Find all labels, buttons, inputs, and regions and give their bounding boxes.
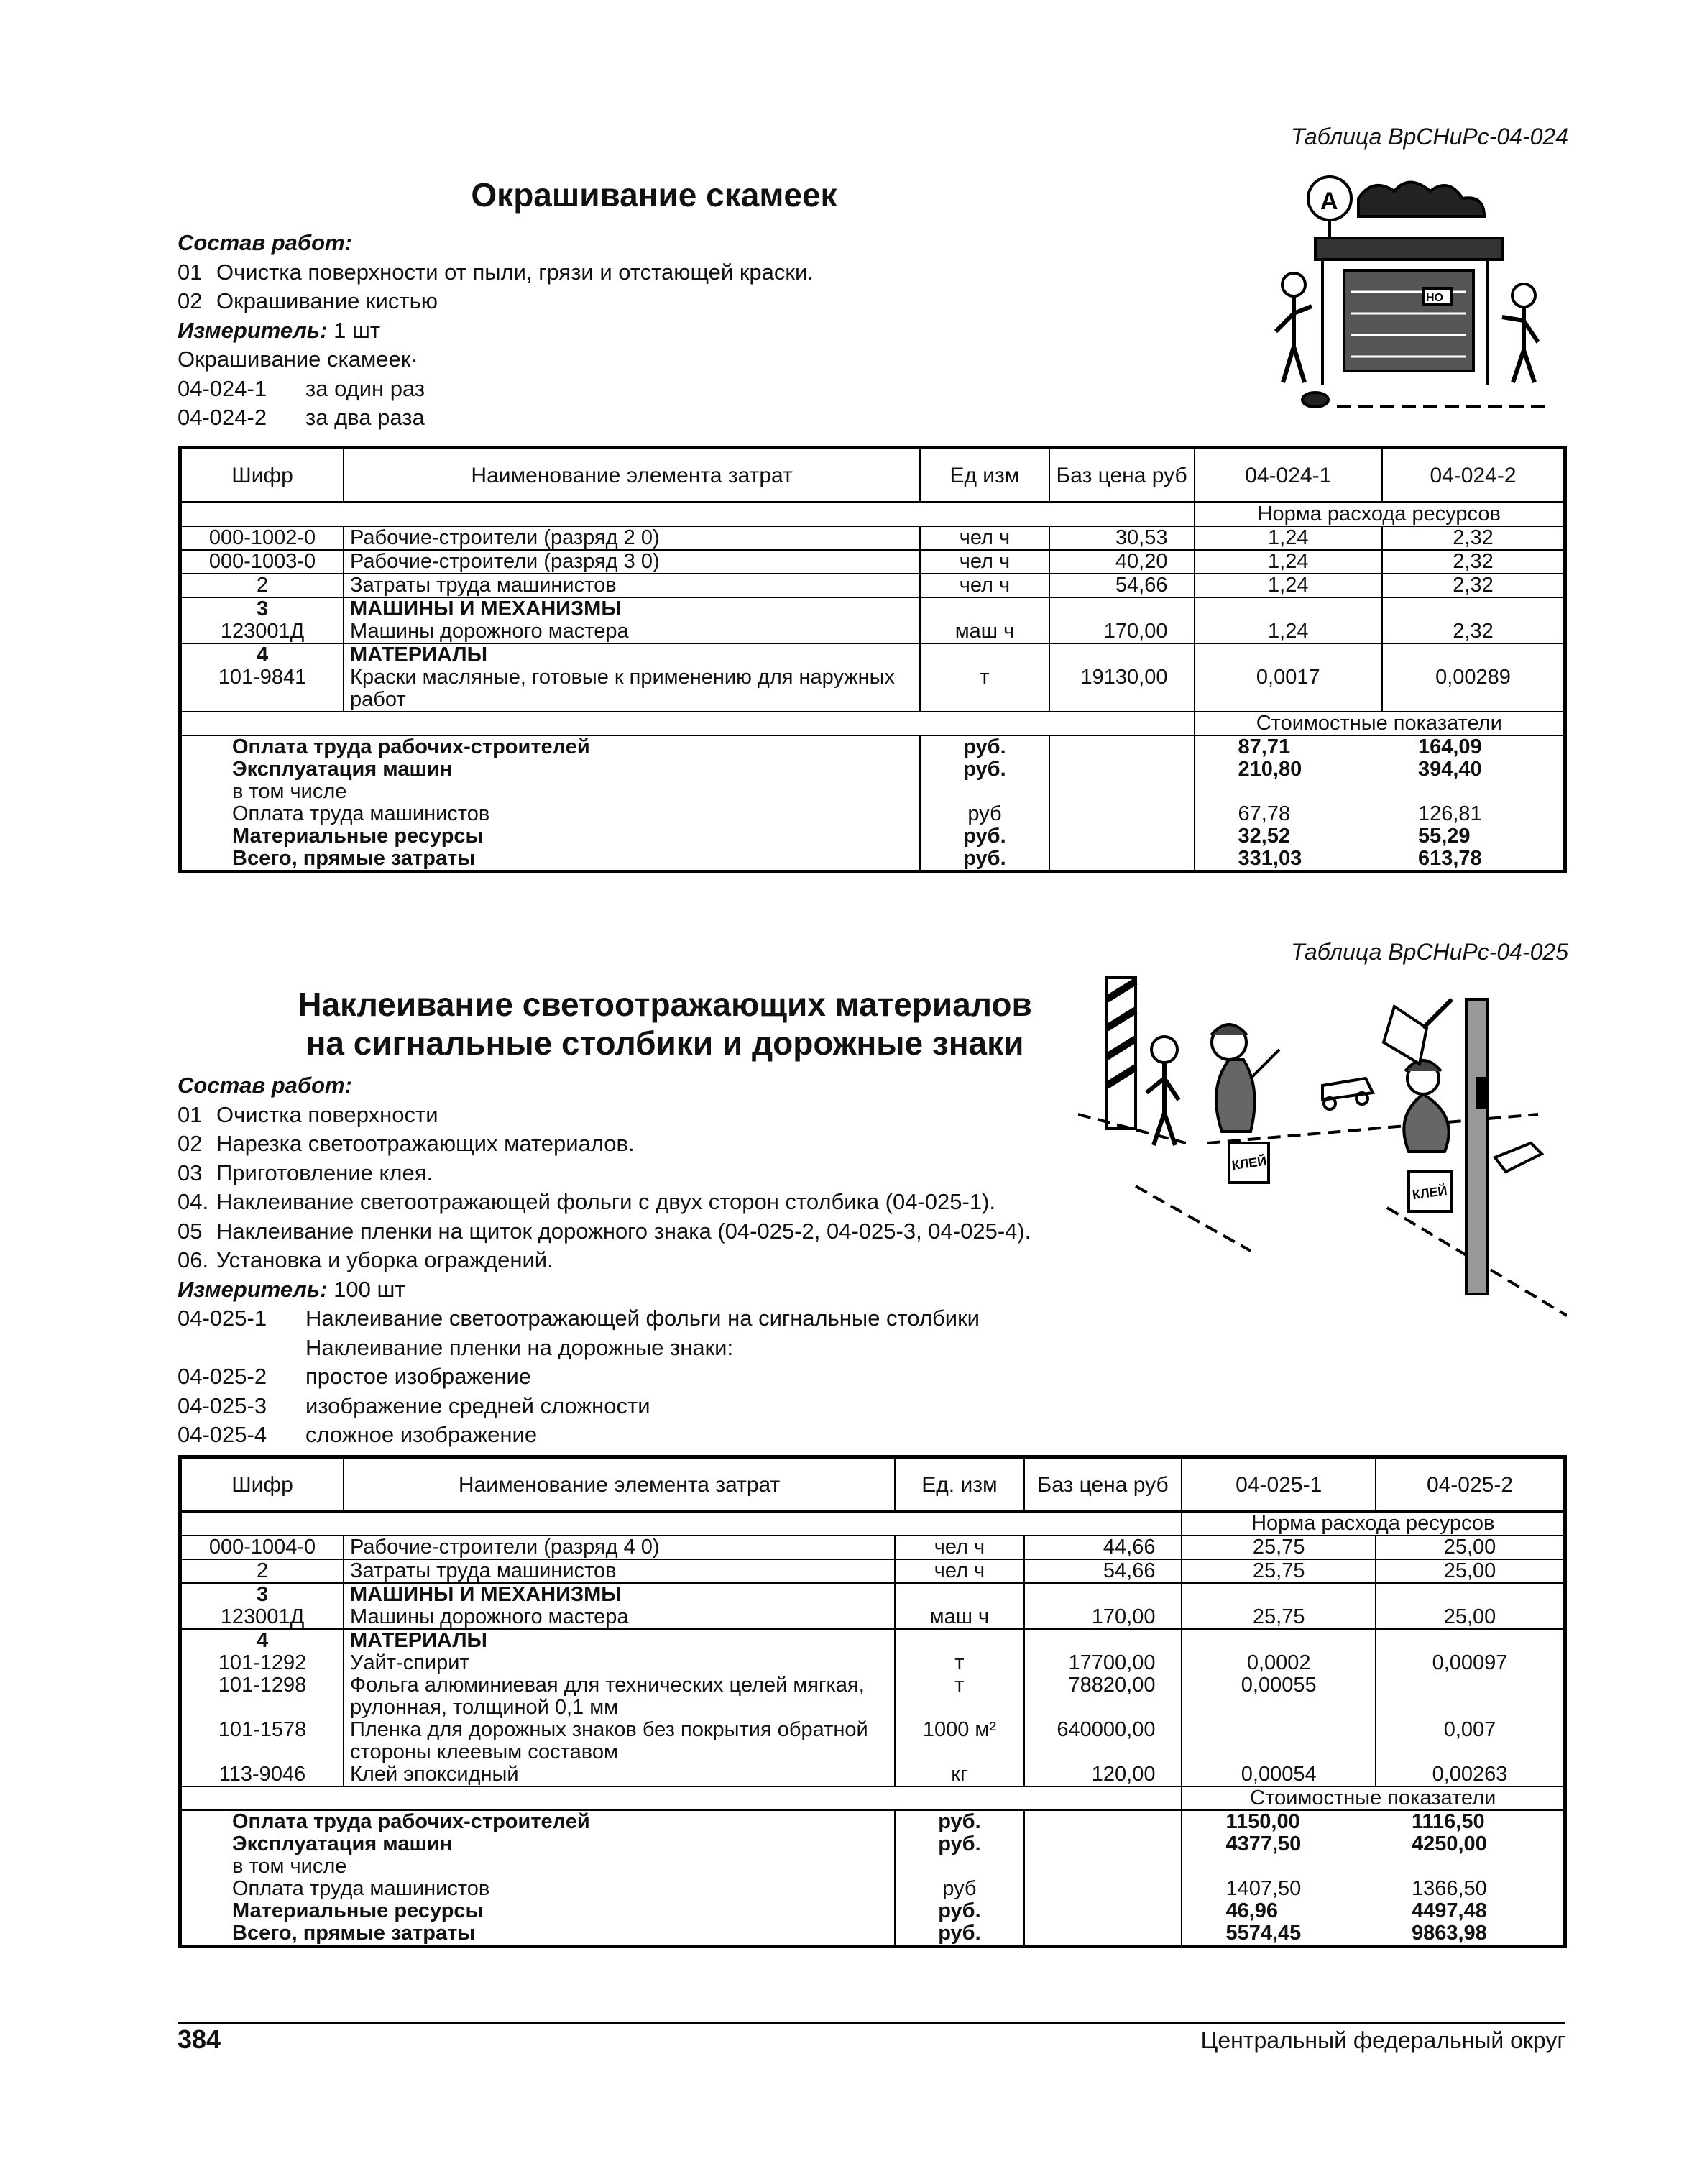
work-item: 06. Установка и уборка ограждений. bbox=[178, 1247, 553, 1272]
summary-row: Эксплуатация машин руб. 210,80 394,40 bbox=[232, 758, 1482, 781]
sostav-label: Состав работ: bbox=[178, 230, 352, 255]
work-item: 01 Очистка поверхности bbox=[178, 1101, 438, 1127]
izmeritel-line: Измеритель: 100 шт bbox=[178, 1276, 405, 1302]
table-header-row bbox=[180, 1457, 1565, 1512]
road-workers-illustration bbox=[1078, 971, 1567, 1330]
summary-row: Всего, прямые затраты руб. 331,03 613,78 bbox=[180, 848, 1565, 872]
col-header: 04-025-1 bbox=[1182, 1457, 1376, 1512]
table-caption-2: Таблица ВрСНиРс-04-025 bbox=[1291, 939, 1568, 965]
stoim-label: Стоимостные показатели bbox=[1182, 1786, 1565, 1810]
table-section-row: 3 МАШИНЫ И МЕХАНИЗМЫ bbox=[180, 597, 1565, 620]
bench-plate: НО bbox=[1426, 292, 1443, 304]
table-row: 123001Д Машины дорожного мастера маш ч 170,00 1,24 2,32 bbox=[180, 620, 1565, 643]
table-header-row bbox=[180, 448, 1565, 503]
variant-item: 04-025-4 сложное изображение bbox=[178, 1422, 538, 1447]
work-item: 02 Окрашивание кистью bbox=[178, 288, 438, 313]
summary-row: в том числе bbox=[180, 1855, 1565, 1878]
variant-item: 04-025-2 простое изображение bbox=[178, 1364, 532, 1389]
summary-row: Оплата труда рабочих-строителей руб. 87,71 164,09 bbox=[232, 735, 1482, 758]
table-row: 000-1003-0 Рабочие-строители (разряд 3 0) чел ч 40,20 1,24 2,32 bbox=[180, 550, 1565, 574]
stoim-row bbox=[180, 1786, 1565, 1810]
table-caption-1: Таблица ВрСНиРс-04-024 bbox=[1291, 124, 1568, 150]
summary-row: Всего, прямые затраты руб. 5574,45 9863,98 bbox=[180, 1922, 1565, 1947]
summary-row: Материальные ресурсы руб. 46,96 4497,48 bbox=[232, 1899, 1487, 1922]
variant-item: 04-024-2 за два раза bbox=[178, 405, 425, 430]
summary-row: Оплата труда рабочих-строителей руб. 1150,00 1116,50 bbox=[232, 1810, 1485, 1833]
col-header: Ед. изм bbox=[895, 1457, 1024, 1512]
norma-label: Норма расхода ресурсов bbox=[1195, 503, 1565, 527]
table-row: 101-1578 Пленка для дорожных знаков без покрытия обратной стороны клеевым составом 1000 м² 640000,00 0,007 bbox=[180, 1719, 1565, 1763]
col-header: Шифр bbox=[180, 448, 344, 503]
col-header: 04-024-2 bbox=[1382, 448, 1565, 503]
table-section-row: 4 МАТЕРИАЛЫ bbox=[180, 1629, 1565, 1652]
summary-row: в том числе bbox=[180, 781, 1565, 803]
col-header: 04-024-1 bbox=[1195, 448, 1382, 503]
section-title-2: Наклеивание светоотражающих материалов на сигнальные столбики и дорожные знаки bbox=[298, 986, 1032, 1062]
variant-item: 04-024-1 за один раз bbox=[178, 375, 426, 401]
col-header: Наименование элемента затрат bbox=[344, 1457, 895, 1512]
work-description-2 bbox=[178, 1071, 1031, 1450]
section-title-1: Окрашивание скамеек bbox=[471, 176, 837, 214]
izmeritel-line: Измеритель: 1 шт bbox=[178, 317, 381, 343]
cost-table-1 bbox=[178, 446, 1567, 873]
table-row: 2 Затраты труда машинистов чел ч 54,66 25,75 25,00 bbox=[180, 1559, 1565, 1583]
variant-item: 04-025-1 Наклеивание светоотражающей фольги на сигнальные столбики bbox=[178, 1306, 980, 1331]
variants-subtitle: Наклеивание пленки на дорожные знаки: bbox=[305, 1334, 734, 1360]
summary-row: Материальные ресурсы руб. 32,52 55,29 bbox=[232, 825, 1471, 848]
table-section-row: 3 МАШИНЫ И МЕХАНИЗМЫ bbox=[180, 1583, 1565, 1606]
work-item: 04. Наклеивание светоотражающей фольги с двух сторон столбика (04-025-1). bbox=[178, 1189, 996, 1214]
variants-subtitle: Окрашивание скамеек· bbox=[178, 347, 418, 372]
bucket-label: КЛЕЙ bbox=[1230, 1153, 1268, 1173]
sostav-label: Состав работ: bbox=[178, 1073, 352, 1098]
work-description-1 bbox=[178, 229, 814, 433]
work-item: 01 Очистка поверхности от пыли, грязи и отстающей краски. bbox=[178, 259, 814, 285]
bench-painting-illustration bbox=[1272, 170, 1560, 421]
work-item: 03 Приготовление клея. bbox=[178, 1160, 433, 1185]
norma-row bbox=[180, 503, 1565, 527]
col-header: 04-025-2 bbox=[1376, 1457, 1565, 1512]
table-section-row: 4 МАТЕРИАЛЫ bbox=[180, 643, 1565, 666]
summary-row: Оплата труда машинистов руб 67,78 126,81 bbox=[232, 802, 1482, 825]
col-header: Наименование элемента затрат bbox=[344, 448, 920, 503]
table-row: 2 Затраты труда машинистов чел ч 54,66 1,24 2,32 bbox=[180, 574, 1565, 597]
cost-table-2 bbox=[178, 1455, 1567, 1948]
summary-row: Оплата труда машинистов руб 1407,50 1366,50 bbox=[232, 1877, 1487, 1900]
table-row: 101-1298 Фольга алюминиевая для технических целей мягкая, рулонная, толщиной 0,1 мм т 78820,00 0,00055 bbox=[180, 1674, 1565, 1719]
work-item: 05 Наклеивание пленки на щиток дорожного знака (04-025-2, 04-025-3, 04-025-4). bbox=[178, 1218, 1031, 1244]
norma-label: Норма расхода ресурсов bbox=[1182, 1512, 1565, 1536]
stoim-label: Стоимостные показатели bbox=[1195, 712, 1565, 735]
col-header: Шифр bbox=[180, 1457, 344, 1512]
table-row: 000-1004-0 Рабочие-строители (разряд 4 0) чел ч 44,66 25,75 25,00 bbox=[180, 1536, 1565, 1559]
table-row: 123001Д Машины дорожного мастера маш ч 170,00 25,75 25,00 bbox=[180, 1606, 1565, 1629]
footer-region: Центральный федеральный округ bbox=[1200, 2027, 1565, 2053]
col-header: Баз цена руб bbox=[1049, 448, 1195, 503]
bucket-label: КЛЕЙ bbox=[1411, 1183, 1448, 1203]
table-row: 000-1002-0 Рабочие-строители (разряд 2 0) чел ч 30,53 1,24 2,32 bbox=[180, 526, 1565, 550]
table-row: 101-9841 Краски масляные, готовые к применению для наружных работ т 19130,00 0,0017 0,00289 bbox=[180, 666, 1565, 712]
stoim-row bbox=[180, 712, 1565, 735]
col-header: Ед изм bbox=[920, 448, 1049, 503]
footer-rule bbox=[178, 2022, 1565, 2024]
page-number: 384 bbox=[178, 2024, 221, 2054]
norma-row bbox=[180, 1512, 1565, 1536]
sign-letter: А bbox=[1320, 188, 1338, 215]
variant-item: 04-025-3 изображение средней сложности bbox=[178, 1392, 650, 1418]
table-row: 101-1292 Уайт-спирит т 17700,00 0,0002 0,00097 bbox=[180, 1652, 1565, 1674]
col-header: Баз цена руб bbox=[1024, 1457, 1182, 1512]
summary-row: Эксплуатация машин руб. 4377,50 4250,00 bbox=[232, 1832, 1487, 1855]
work-item: 02 Нарезка светоотражающих материалов. bbox=[178, 1131, 635, 1156]
table-row: 113-9046 Клей эпоксидный кг 120,00 0,00054 0,00263 bbox=[180, 1763, 1565, 1786]
